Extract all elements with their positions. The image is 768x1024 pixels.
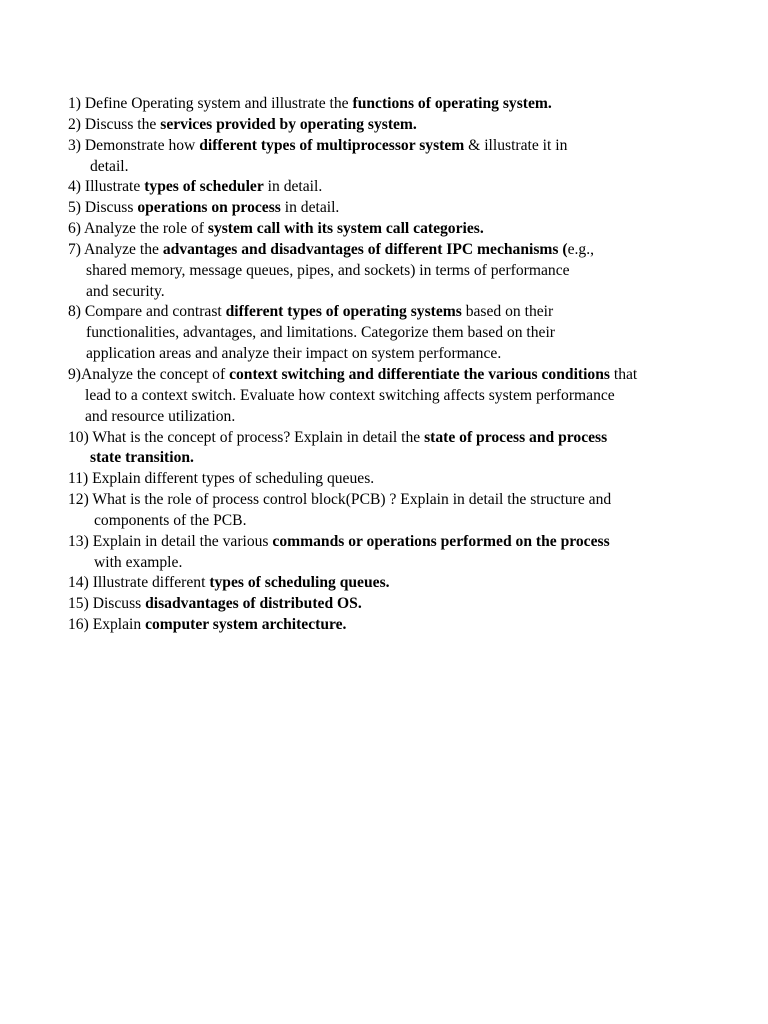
question-text: Discuss — [84, 199, 138, 217]
question-item — [68, 573, 728, 594]
question-text: Illustrate — [84, 178, 145, 196]
question-number: 3) — [68, 136, 85, 154]
question-item — [68, 94, 728, 115]
question-list — [68, 94, 728, 636]
question-item — [68, 532, 728, 574]
question-number: 14) — [68, 574, 93, 592]
question-number: 4) — [68, 178, 85, 196]
question-item — [68, 365, 728, 428]
question-number: 2) — [68, 115, 85, 133]
question-text: Analyze the concept of — [81, 365, 230, 383]
question-item — [68, 177, 728, 198]
question-bold-text: types of scheduler — [144, 178, 264, 196]
question-item — [68, 240, 728, 303]
question-number: 11) — [68, 470, 93, 488]
question-bold-text: disadvantages of distributed OS. — [145, 595, 362, 613]
question-text: & illustrate it in — [464, 136, 568, 154]
question-number: 6) — [68, 220, 85, 238]
question-item — [68, 615, 728, 636]
question-number: 8) — [68, 303, 85, 321]
question-text: e.g., — [567, 240, 595, 258]
question-number: 1) — [68, 95, 85, 112]
question-text: Explain in detail the various — [92, 532, 273, 550]
question-text: Analyze the role of — [84, 220, 208, 238]
question-item — [68, 469, 728, 490]
question-text: What is the role of process control block(PCB) ? Explain in detail the structure and — [92, 491, 612, 509]
question-continuation: shared memory, message queues, pipes, and sockets) in terms of performance — [86, 261, 570, 279]
question-text: Analyze the — [84, 240, 163, 258]
question-item — [68, 594, 728, 615]
question-text: in detail. — [263, 178, 323, 196]
question-continuation: detail. — [90, 157, 129, 175]
question-text: Define Operating system and illustrate the — [84, 95, 353, 112]
question-continuation: application areas and analyze their impact on system performance. — [86, 345, 502, 363]
question-item — [68, 302, 728, 365]
question-text: Compare and contrast — [84, 303, 226, 321]
question-number: 16) — [68, 616, 93, 634]
question-item — [68, 428, 728, 470]
question-continuation: with example. — [94, 553, 183, 571]
question-continuation: components of the PCB. — [94, 511, 247, 529]
question-text: Discuss — [92, 595, 146, 613]
question-number: 7) — [68, 240, 85, 258]
question-continuation: functionalities, advantages, and limitations. Categorize them based on their — [86, 324, 555, 342]
question-number: 5) — [68, 199, 85, 217]
question-bold-text: different types of multiprocessor system — [199, 136, 465, 154]
question-continuation: and resource utilization. — [85, 407, 236, 425]
question-text: Illustrate different — [92, 574, 210, 592]
question-text: Explain — [92, 616, 146, 634]
question-text: Discuss the — [84, 115, 161, 133]
question-bold-text: computer system architecture. — [145, 616, 347, 634]
question-continuation: lead to a context switch. Evaluate how context switching affects system performance — [85, 386, 615, 404]
question-text: Explain different types of scheduling queues. — [92, 470, 375, 488]
question-bold-text: operations on process — [137, 199, 281, 217]
question-text: What is the concept of process? Explain in detail the — [92, 428, 425, 446]
question-item — [68, 198, 728, 219]
question-bold-text: services provided by operating system. — [160, 115, 417, 133]
question-bold-text: functions of operating system. — [352, 95, 552, 112]
question-text: that — [609, 365, 638, 383]
question-item — [68, 136, 728, 178]
question-number: 15) — [68, 595, 93, 613]
question-number: 12) — [68, 491, 93, 509]
question-bold-text: system call with its system call categories. — [207, 220, 484, 238]
question-continuation-bold: state transition. — [90, 449, 194, 467]
question-number: 13) — [68, 532, 93, 550]
question-item — [68, 219, 728, 240]
question-bold-text: state of process and process — [424, 428, 608, 446]
question-item — [68, 490, 728, 532]
question-bold-text: context switching and differentiate the various conditions — [229, 365, 610, 383]
question-number: 9) — [68, 365, 81, 383]
question-bold-text: types of scheduling queues. — [209, 574, 390, 592]
question-number: 10) — [68, 428, 93, 446]
question-item — [68, 115, 728, 136]
question-text: based on their — [461, 303, 554, 321]
question-text: Demonstrate how — [84, 136, 200, 154]
question-bold-text: commands or operations performed on the process — [272, 532, 610, 550]
question-bold-text: advantages and disadvantages of different IPC mechanisms ( — [162, 240, 568, 258]
question-text: in detail. — [280, 199, 340, 217]
question-bold-text: different types of operating systems — [225, 303, 462, 321]
question-continuation: and security. — [86, 282, 165, 300]
